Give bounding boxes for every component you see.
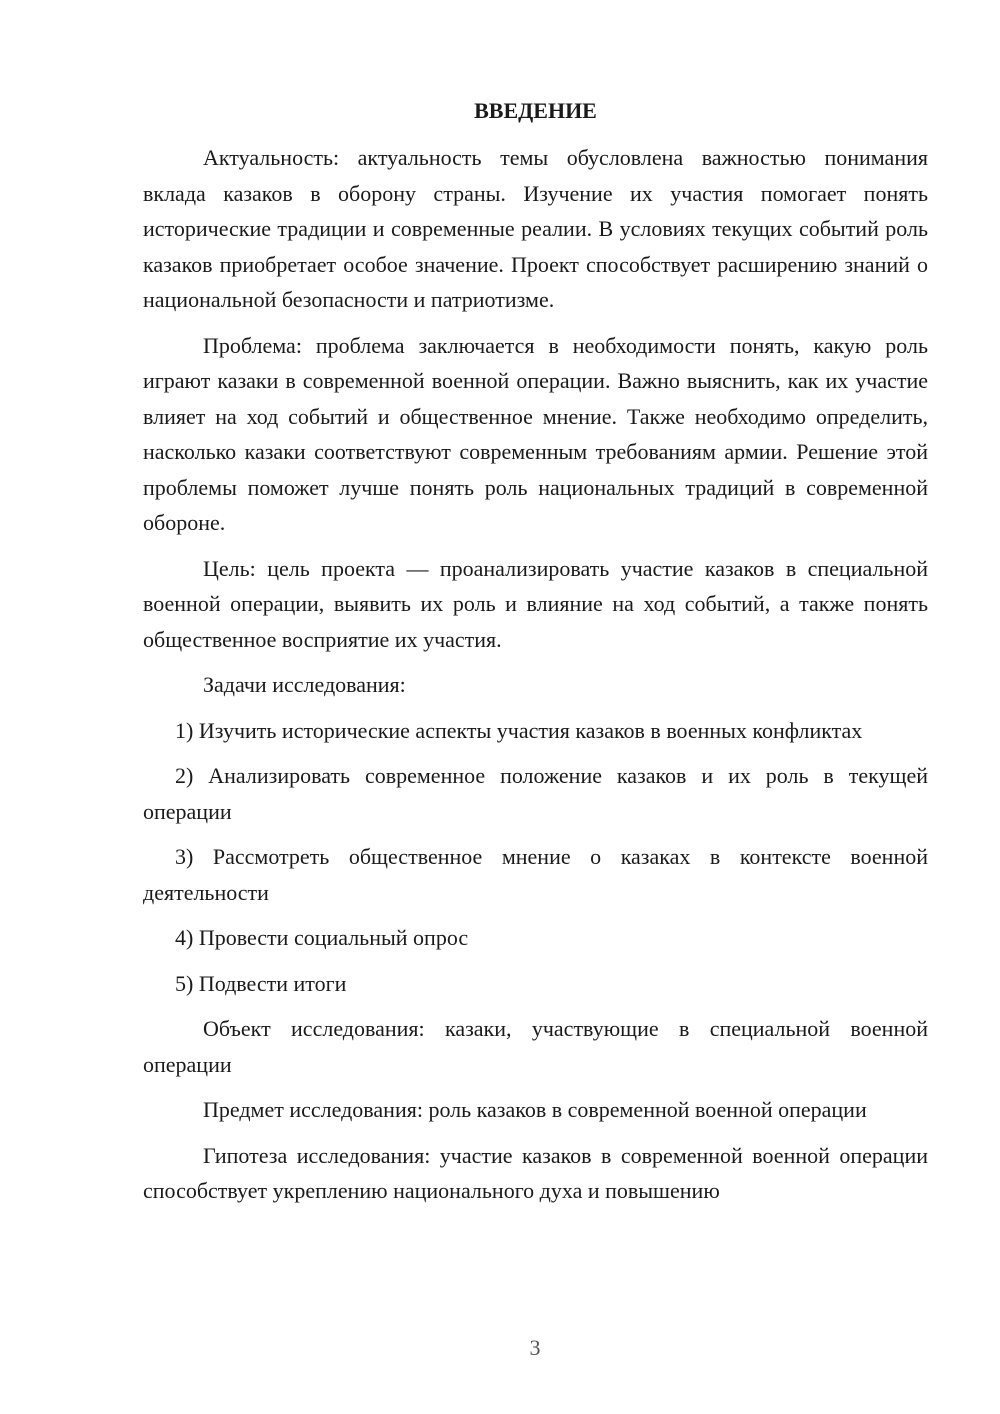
- tasks-heading: Задачи исследования:: [203, 672, 406, 697]
- task-item-4: 4) Провести социальный опрос: [175, 925, 469, 950]
- paragraph-goal: Цель: цель проекта — проанализировать участие казаков в специальной военной операции, выявить их роль и влияние на ход событий, а также понять общественное восприятие их участия.: [143, 555, 928, 652]
- page-number: 3: [529, 1335, 541, 1360]
- section-title: ВВЕДЕНИЕ: [474, 98, 597, 123]
- paragraph-hypothesis: Гипотеза исследования: участие казаков в современной военной операции способствует укреплению национального духа и повышению: [143, 1142, 928, 1203]
- paragraph-problem: Проблема: проблема заключается в необходимости понять, какую роль играют казаки в современной военной операции. Важно выяснить, как их участие влияет на ход событий и общественное мнение. Также необходимо определить, насколько казаки соответствуют современным требованиям армии. Решение этой проблемы поможет лучше понять роль национальных традиций в современной обороне.: [143, 332, 928, 535]
- paragraph-object: Объект исследования: казаки, участвующие в специальной военной операции: [143, 1016, 928, 1077]
- page-content: [143, 96, 928, 1219]
- task-item-5: 5) Подвести итоги: [175, 970, 347, 996]
- task-item-3: 3) Рассмотреть общественное мнение о казаках в контексте военной деятельности: [143, 844, 928, 905]
- paragraph-relevance: Актуальность: актуальность темы обусловлена важностью понимания вклада казаков в оборону страны. Изучение их участия помогает понять исторические традиции и современные реалии. В условиях текущих событий роль казаков приобретает особое значение. Проект способствует расширению знаний о национальной безопасности и патриотизме.: [143, 145, 928, 312]
- task-item-1: 1) Изучить исторические аспекты участия казаков в военных конфликтах: [175, 717, 863, 743]
- paragraph-subject: Предмет исследования: роль казаков в современной военной операции: [203, 1097, 867, 1122]
- task-item-2: 2) Анализировать современное положение казаков и их роль в текущей операции: [143, 763, 928, 824]
